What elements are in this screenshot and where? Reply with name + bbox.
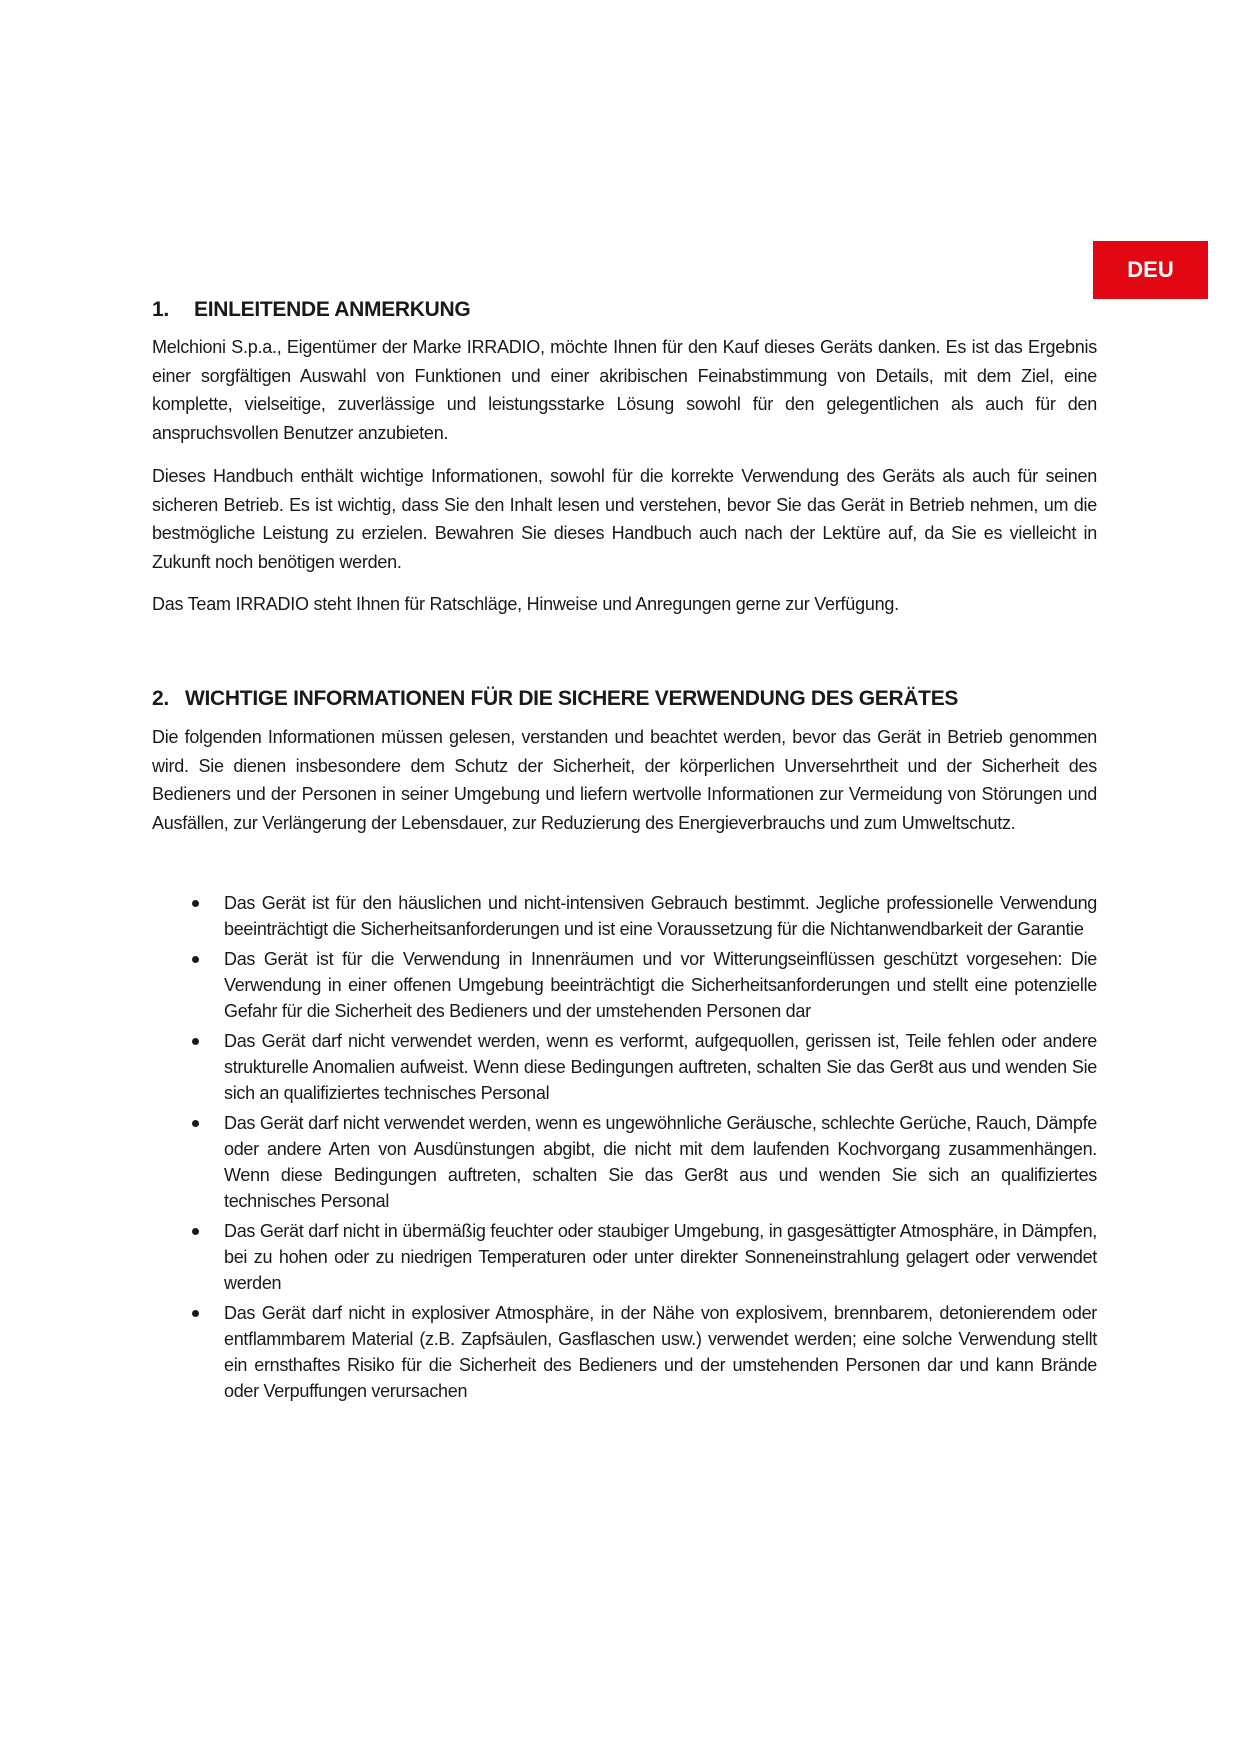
section-1-paragraph-3: Das Team IRRADIO steht Ihnen für Ratschläge, Hinweise und Anregungen gerne zur Verfügung.: [152, 594, 899, 614]
section-1-title: EINLEITENDE ANMERKUNG: [194, 298, 471, 321]
list-item: Das Gerät darf nicht in explosiver Atmosphäre, in der Nähe von explosivem, brennbarem, detonierendem oder entflammbarem Material (z.B. Zapfsäulen, Gasflaschen usw.) verwendet werden; eine solche Verwendung stellt ein ernsthaftes Risiko für die Sicherheit des Bedieners und der umstehenden Personen dar und kann Brände oder Verpuffungen verursachen: [152, 1300, 1097, 1404]
section-1-heading: [152, 298, 470, 322]
section-2-heading: [152, 687, 958, 711]
section-2-number: 2.: [152, 687, 169, 710]
safety-bullet-list: [152, 890, 1097, 1408]
section-2-title: WICHTIGE INFORMATIONEN FÜR DIE SICHERE VERWENDUNG DES GERÄTES: [185, 687, 959, 710]
list-item: Das Gerät darf nicht verwendet werden, wenn es verformt, aufgequollen, gerissen ist, Teile fehlen oder andere strukturelle Anomalien aufweist. Wenn diese Bedingungen auftreten, schalten Sie das Ger8t aus und wenden Sie sich an qualifiziertes technisches Personal: [152, 1028, 1097, 1106]
bullet-icon: [192, 900, 199, 907]
bullet-icon: [192, 1228, 199, 1235]
bullet-icon: [192, 956, 199, 963]
section-1-paragraph-2: Dieses Handbuch enthält wichtige Informationen, sowohl für die korrekte Verwendung des Geräts als auch für seinen sicheren Betrieb. Es ist wichtig, dass Sie den Inhalt lesen und verstehen, bevor Sie das Gerät in Betrieb nehmen, um die bestmögliche Leistung zu erzielen. Bewahren Sie dieses Handbuch auch nach der Lektüre auf, da Sie es vielleicht in Zukunft noch benötigen werden.: [152, 466, 1097, 572]
bullet-icon: [192, 1120, 199, 1127]
list-item: Das Gerät ist für die Verwendung in Innenräumen und vor Witterungseinflüssen geschützt vorgesehen: Die Verwendung in einer offenen Umgebung beeinträchtigt die Sicherheitsanforderungen und stellt eine potenzielle Gefahr für die Sicherheit des Bedieners und der umstehenden Personen dar: [152, 946, 1097, 1024]
section-2-paragraph-1: Die folgenden Informationen müssen gelesen, verstanden und beachtet werden, bevor das Gerät in Betrieb genommen wird. Sie dienen insbesondere dem Schutz der Sicherheit, der körperlichen Unversehrtheit und der Sicherheit des Bedieners und der Personen in seiner Umgebung und liefern wertvolle Informationen zur Vermeidung von Störungen und Ausfällen, zur Verlängerung der Lebensdauer, zur Reduzierung des Energieverbrauchs und zum Umweltschutz.: [152, 727, 1097, 833]
list-item: Das Gerät ist für den häuslichen und nicht-intensiven Gebrauch bestimmt. Jegliche professionelle Verwendung beeinträchtigt die Sicherheitsanforderungen und ist eine Voraussetzung für die Nichtanwendbarkeit der Garantie: [152, 890, 1097, 942]
list-item: Das Gerät darf nicht in übermäßig feuchter oder staubiger Umgebung, in gasgesättigter Atmosphäre, in Dämpfen, bei zu hohen oder zu niedrigen Temperaturen oder unter direkter Sonneneinstrahlung gelagert oder verwendet werden: [152, 1218, 1097, 1296]
bullet-icon: [192, 1038, 199, 1045]
section-1-number: 1.: [152, 298, 169, 321]
language-badge: DEU: [1093, 241, 1208, 299]
section-1-paragraph-1: Melchioni S.p.a., Eigentümer der Marke IRRADIO, möchte Ihnen für den Kauf dieses Geräts danken. Es ist das Ergebnis einer sorgfältigen Auswahl von Funktionen und einer akribischen Feinabstimmung von Details, mit dem Ziel, eine komplette, vielseitige, zuverlässige und leistungsstarke Lösung sowohl für den gelegentlichen als auch für den anspruchsvollen Benutzer anzubieten.: [152, 337, 1097, 443]
list-item: Das Gerät darf nicht verwendet werden, wenn es ungewöhnliche Geräusche, schlechte Gerüche, Rauch, Dämpfe oder andere Arten von Ausdünstungen abgibt, die nicht mit dem laufenden Kochvorgang zusammenhängen. Wenn diese Bedingungen auftreten, schalten Sie das Ger8t aus und wenden Sie sich an qualifiziertes technisches Personal: [152, 1110, 1097, 1214]
bullet-icon: [192, 1310, 199, 1317]
